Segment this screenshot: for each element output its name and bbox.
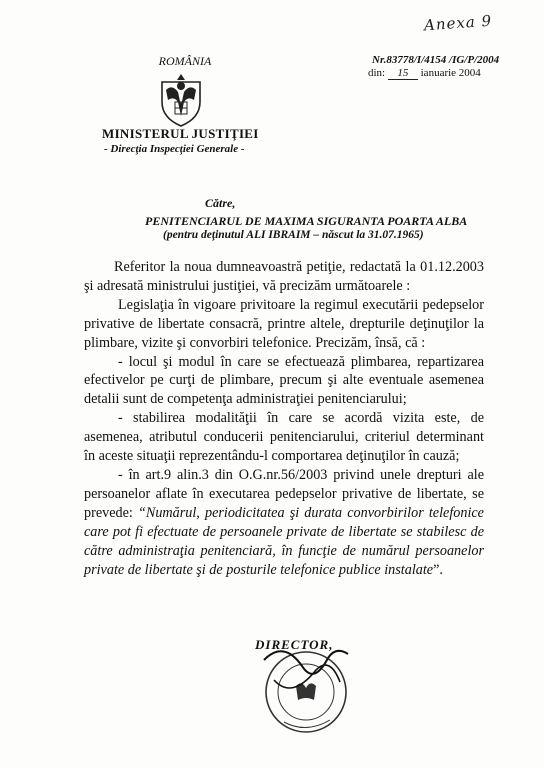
quote-end: ”. — [433, 561, 443, 578]
letter-body — [84, 258, 484, 579]
recipient-institution: PENITENCIARUL DE MAXIMA SIGURANTA POARTA ALBA — [145, 214, 468, 228]
reference-number: Nr.83778/I/4154 /IG/P/2004 — [372, 54, 500, 66]
recipient-detail: (pentru deţinutul ALI IBRAIM – născut la 31.07.1965) — [163, 229, 424, 241]
paragraph: - stabilirea modalităţii în care se acordă vizita este, de asemenea, atributul conducerii penitenciarului, criteriul determinant în aceste situaţii reprezentându-l comportarea deţinuţilor în cauză; — [84, 410, 484, 465]
ministry-name: MINISTERUL JUSTIŢIEI — [102, 126, 259, 141]
paragraph: Legislaţia în vigoare privitoare la regimul executării pedepselor privative de libertate consacră, printre altele, drepturile deţinuţilor la plimbare, vizite şi convorbiri telefonice. Precizăm, însă, că : — [84, 296, 484, 351]
legal-quote: “Numărul, periodicitatea şi durata convorbirilor telefonice care pot fi efectuate de persoanele private de libertate se stabilesc de către administraţia penitenciară, în funcţie de numărul persoanelor private de libertate şi de posturile telefonice publice instalate — [84, 504, 484, 578]
coat-of-arms-icon — [154, 68, 208, 130]
paragraph: Referitor la noua dumneavoastră petiţie, redactată la 01.12.2003 şi adresată ministrului justiţiei, vă precizăm următoarele : — [84, 259, 484, 294]
date-month-year: ianuarie 2004 — [420, 67, 481, 79]
document-date — [368, 67, 481, 80]
paragraph-lead: - în art.9 alin.3 din O.G.nr.56/2003 privind unele drepturi ale persoanelor aflate în executarea pedepselor privative de libertate, se prevede: — [84, 466, 484, 521]
signatory-title: DIRECTOR, — [255, 637, 334, 652]
paragraph: - locul şi modul în care se efectuează plimbarea, repartizarea efectivelor pe curţi de plimbare, precum şi alte eventuale asemenea detalii sunt de competenţa administraţiei penitenciarului; — [84, 353, 484, 408]
country-name: ROMÂNIA — [158, 54, 212, 68]
handwritten-annex-note: Anexa 9 — [423, 11, 493, 35]
salutation: Către, — [205, 196, 236, 210]
date-day: 15 — [388, 67, 418, 80]
department-name: - Direcţia Inspecţiei Generale - — [104, 143, 245, 155]
paragraph-with-quote — [84, 466, 484, 579]
date-prefix: din: — [368, 67, 386, 79]
